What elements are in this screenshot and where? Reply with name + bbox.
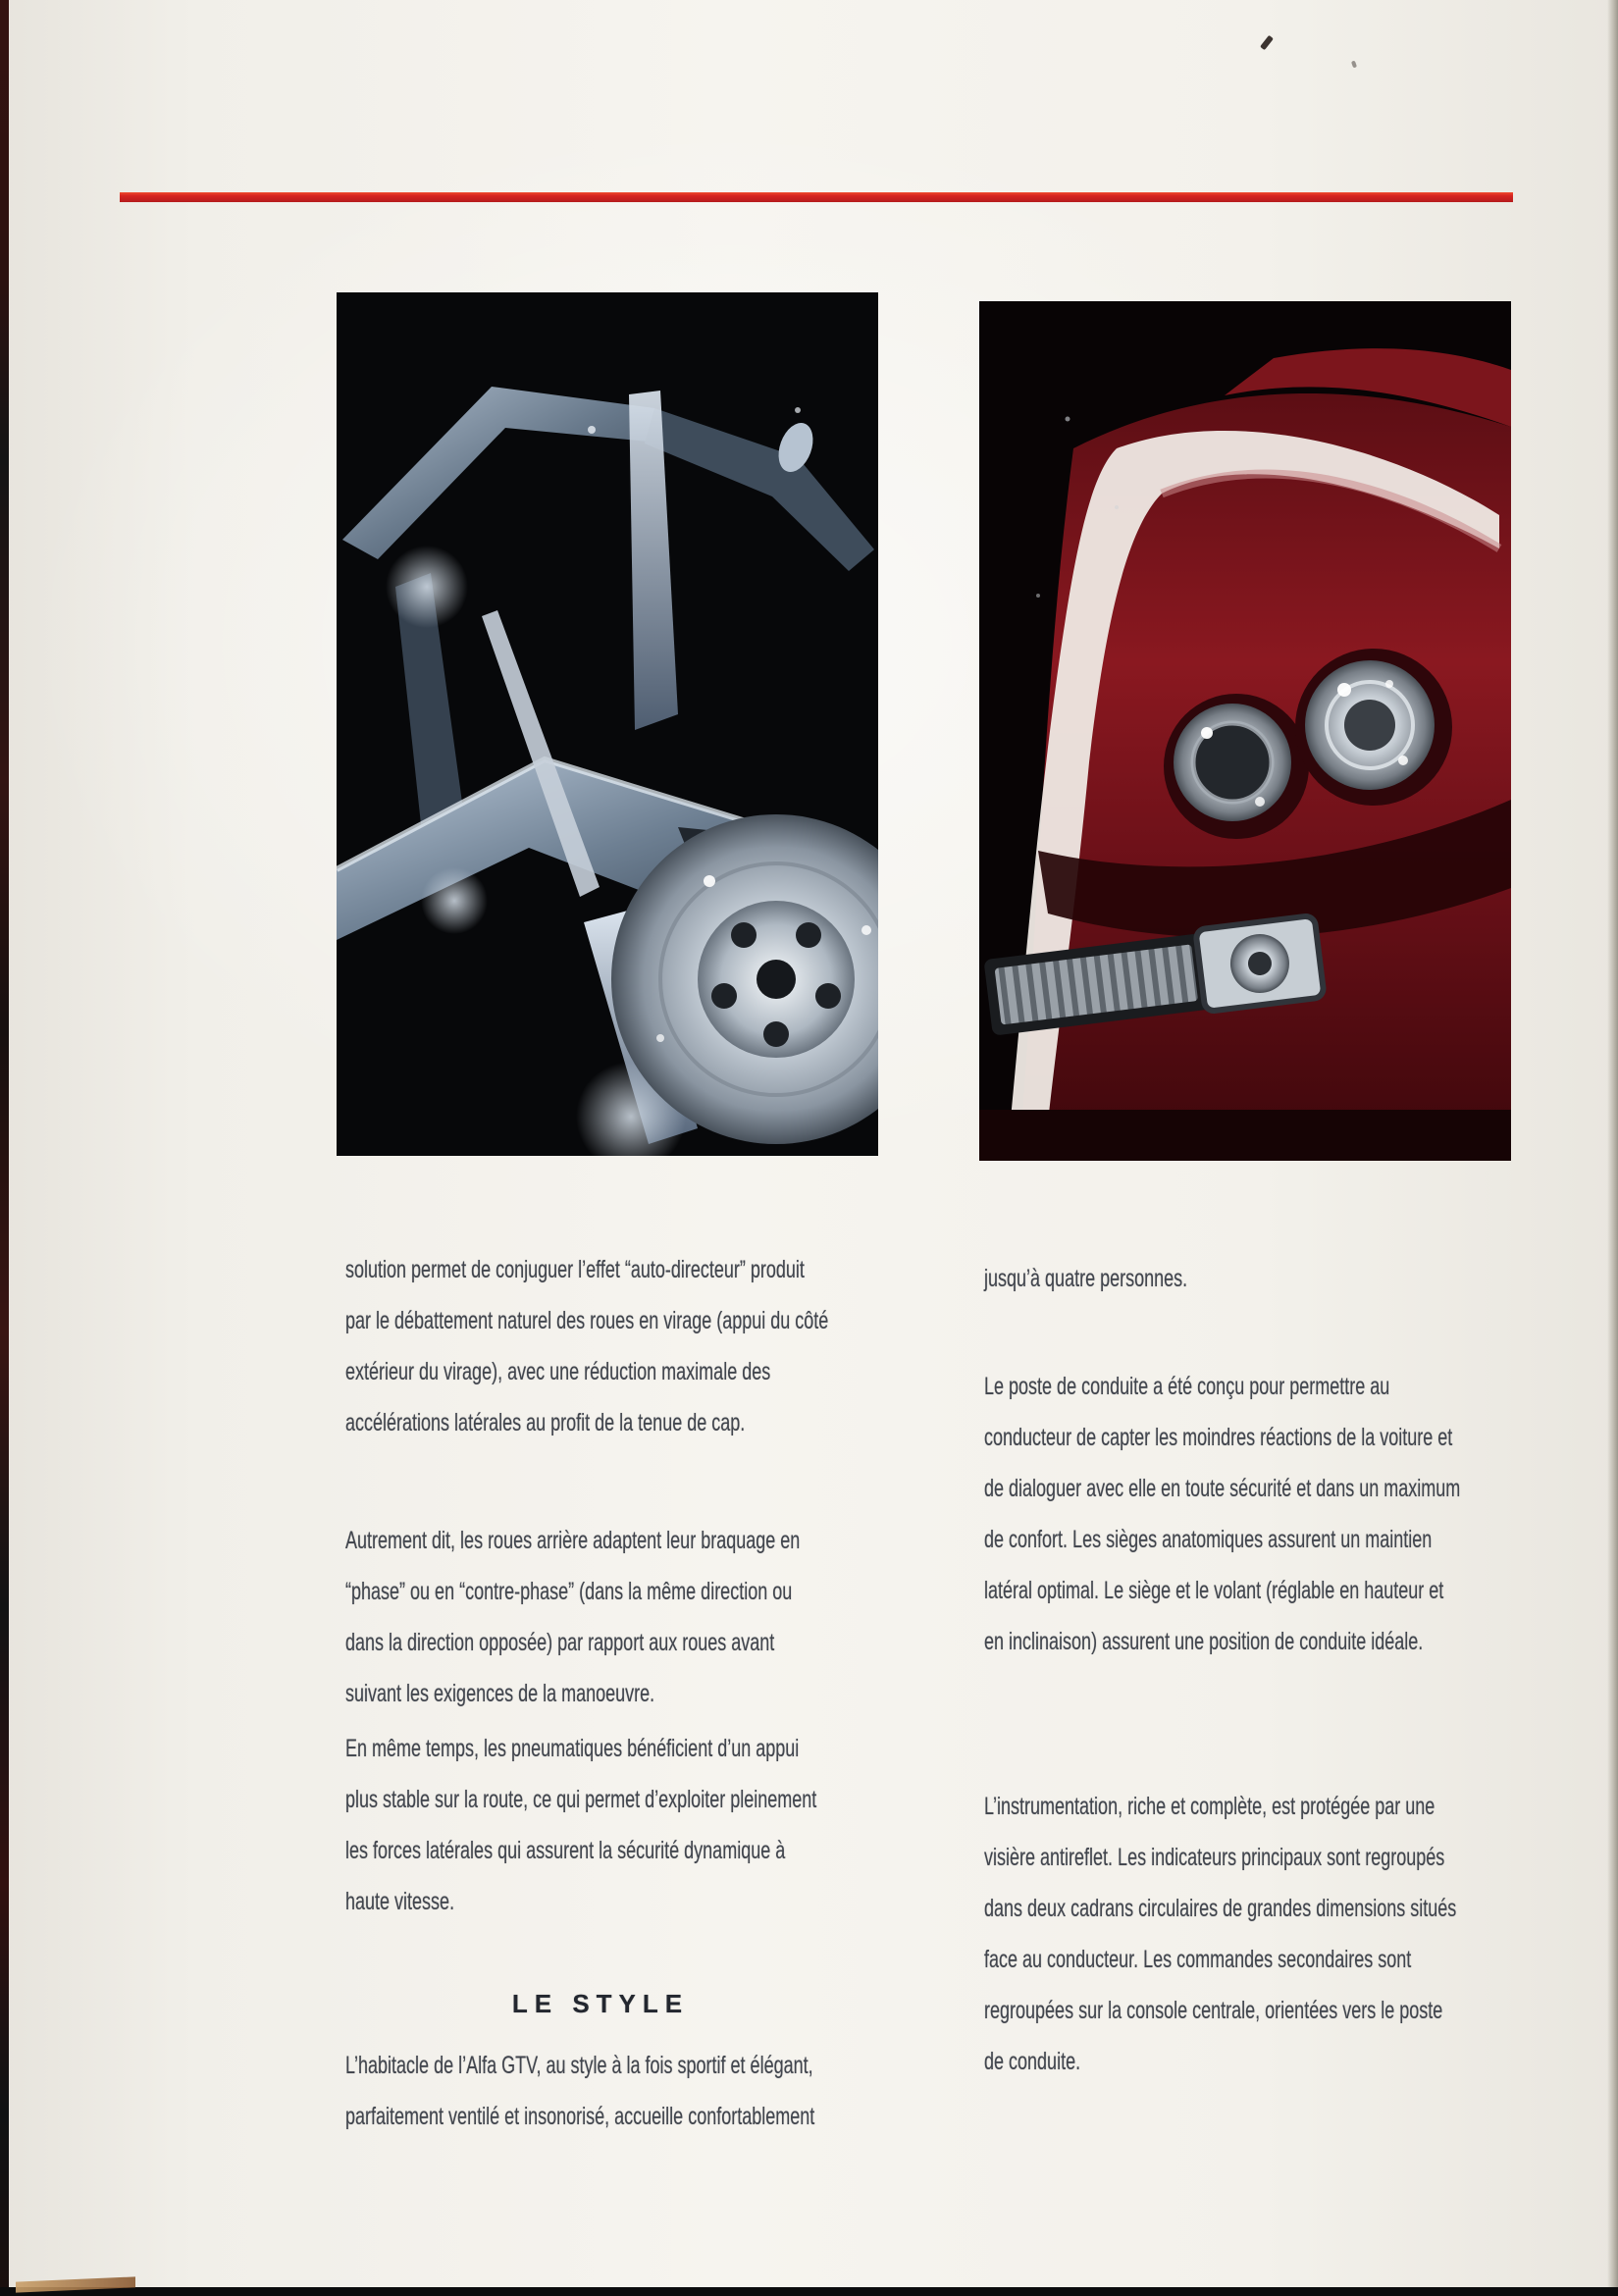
- paragraph: [345, 1515, 880, 1719]
- text-line: plus stable sur la route, ce qui permet d’exploiter pleinement: [345, 1786, 817, 1813]
- scan-edge-bottom: [0, 2287, 1618, 2296]
- text-line: “phase” ou en “contre-phase” (dans la même direction ou: [345, 1578, 793, 1605]
- paragraph: [984, 1781, 1534, 2087]
- text-line: parfaitement ventilé et insonorisé, accueille confortablement: [345, 2103, 815, 2130]
- text-line: accélérations latérales au profit de la tenue de cap.: [345, 1409, 746, 1436]
- text-line: haute vitesse.: [345, 1888, 455, 1915]
- red-divider-rule: [120, 192, 1513, 202]
- text-line: visière antireflet. Les indicateurs principaux sont regroupés: [984, 1844, 1445, 1871]
- tail-lights-illustration: [979, 301, 1511, 1161]
- text-line: jusqu’à quatre personnes.: [984, 1265, 1188, 1292]
- scan-edge-left: [0, 0, 9, 2296]
- text-line: conducteur de capter les moindres réactions de la voiture et: [984, 1424, 1453, 1451]
- text-line: Le poste de conduite a été conçu pour permettre au: [984, 1373, 1390, 1400]
- scan-edge-right: [1607, 0, 1618, 2296]
- text-line: de conduite.: [984, 2048, 1081, 2075]
- text-line: dans la direction opposée) par rapport aux roues avant: [345, 1629, 775, 1656]
- text-line: par le débattement naturel des roues en virage (appui du côté: [345, 1307, 829, 1334]
- text-line: latéral optimal. Le siège et le volant (réglable en hauteur et: [984, 1577, 1444, 1604]
- text-line: suivant les exigences de la manoeuvre.: [345, 1680, 655, 1707]
- text-line: de confort. Les sièges anatomiques assurent un maintien: [984, 1526, 1433, 1553]
- paragraph: [345, 1244, 880, 1448]
- text-line: de dialoguer avec elle en toute sécurité et dans un maximum: [984, 1475, 1461, 1502]
- ink-speck: [1351, 61, 1357, 69]
- paragraph: [345, 2040, 880, 2142]
- text-line: face au conducteur. Les commandes secondaires sont: [984, 1946, 1412, 1973]
- alfa-gtv-rear-tail-lights-photo: [979, 301, 1511, 1161]
- ink-speck: [1260, 35, 1274, 51]
- text-line: L’instrumentation, riche et complète, est protégée par une: [984, 1793, 1435, 1820]
- suspension-illustration: [337, 292, 878, 1156]
- text-line: En même temps, les pneumatiques bénéficient d’un appui: [345, 1735, 800, 1762]
- text-line: solution permet de conjuguer l’effet “auto-directeur” produit: [345, 1256, 805, 1283]
- text-line: les forces latérales qui assurent la sécurité dynamique à: [345, 1837, 786, 1864]
- paragraph: [345, 1723, 880, 1927]
- paragraph: [984, 1253, 1534, 1304]
- text-line: regroupées sur la console centrale, orientées vers le poste: [984, 1997, 1443, 2024]
- text-line: L’habitacle de l’Alfa GTV, au style à la fois sportif et élégant,: [345, 2052, 813, 2079]
- text-line: Autrement dit, les roues arrière adaptent leur braquage en: [345, 1527, 801, 1554]
- text-line: en inclinaison) assurent une position de conduite idéale.: [984, 1628, 1424, 1655]
- section-heading-le-style: LE STYLE: [511, 1989, 690, 2018]
- rear-suspension-brake-photo: [337, 292, 878, 1156]
- paragraph: [984, 1361, 1534, 1667]
- text-line: dans deux cadrans circulaires de grandes dimensions situés: [984, 1895, 1457, 1922]
- text-line: extérieur du virage), avec une réduction maximale des: [345, 1358, 771, 1385]
